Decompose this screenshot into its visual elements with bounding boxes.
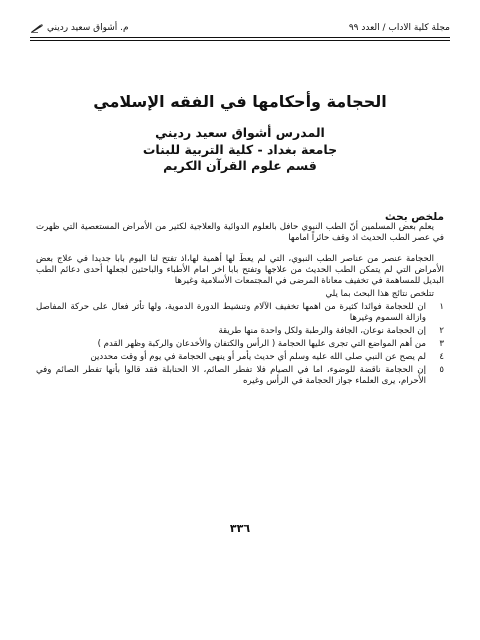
abstract-heading: ملخص بحث: [385, 211, 444, 223]
page-number: ٣٣٦: [229, 522, 251, 535]
list-number: ٢: [439, 326, 444, 336]
list-item: [36, 339, 444, 350]
list-text: ان للحجامة فوائدا كثيرة من اهمها تخفيف الآلام وتنشيط الدورة الدموية، ولها تأثر فعال على حركة المفاصل وازالة السموم وغيرها: [36, 302, 426, 323]
list-text: لم يصح عن النبي صلى الله عليه وسلم أي حديث يأمر أو ينهى الحجامة في يوم أو وقت محددين: [90, 352, 426, 362]
paper-title: الحجامة وأحكامها في الفقه الإسلامي: [93, 92, 387, 111]
running-author: [30, 21, 129, 35]
list-item: [36, 365, 444, 387]
list-number: ١: [439, 302, 444, 312]
list-text: إن الحجامة ناقضة للوضوء، اما في الصيام فلا تفطر الصائم، الا الحنابلة فقد قالوا بأنها تفطر الصائم وفي الأحرام، يرى العلماء جواز الحجامة في الرأس وغيره: [36, 365, 426, 386]
list-number: ٥: [439, 365, 444, 375]
list-item: [36, 352, 444, 363]
abstract-body: [36, 222, 444, 389]
author-department: قسم علوم القرآن الكريم: [163, 158, 317, 173]
author-name: المدرس أشواق سعيد رديني: [155, 125, 325, 140]
author-short-name: م. أشواق سعيد رديني: [47, 23, 129, 33]
list-text: من أهم المواضع التي تجرى عليها الحجامة ( الرأس والكتفان والأخدعان والركبة وظهر القدم ): [97, 339, 426, 349]
header-rule: [30, 37, 450, 38]
author-block: [60, 125, 420, 175]
list-item: [36, 326, 444, 337]
abstract-paragraph-2: الحجامة عنصر من عناصر الطب النبوي، التي لم يعطَ لها أهمية لها،اذ تفتح لنا اليوم بابا جديدا في علاج بعض الأمراض التي لم يتمكن الطب الحديث من علاجها وتفتح بابا اخر امام الأطباء والباحثين لجعلها أحدى دعائم الطب البديل للمساهمة في تخفيف معاناة المرضى في المجتمعات الأسلامية وغيرها: [36, 254, 444, 286]
running-header: [30, 20, 450, 36]
pen-icon: [30, 23, 44, 33]
journal-name: مجلة كلية الاداب / العدد ٩٩: [348, 23, 450, 33]
summary-intro: تتلخص نتائج هذا البحث بما يلي: [325, 289, 434, 299]
list-number: ٣: [439, 339, 444, 349]
header-rule-thin: [30, 40, 450, 41]
abstract-paragraph-1: يعلم بعض المسلمين أنّ الطب النبوي حافل بالعلوم الدوائية والعلاجية لكثير من الأمراض المستعصية التي ظهرت في عصر الطب الحديث اذ وقف حائراً امامها: [36, 222, 444, 243]
findings-list: [36, 302, 444, 387]
list-item: [36, 302, 444, 324]
author-affiliation: جامعة بغداد - كلية التربية للبنات: [142, 141, 338, 157]
list-text: إن الحجامة نوعان، الجافة والرطبة ولكل واحدة منها طريقة: [218, 326, 426, 336]
list-number: ٤: [439, 352, 444, 362]
